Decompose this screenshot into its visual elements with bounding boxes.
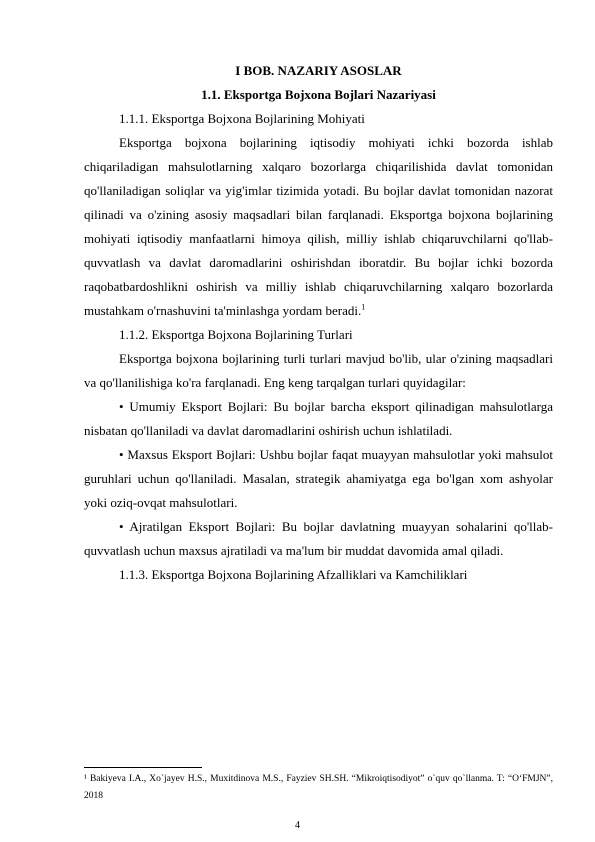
paragraph-1 <box>84 131 553 323</box>
paragraph-2: Eksportga bojxona bojlarining turli turlari mavjud bo'lib, ular o'zining maqsadlari va qo'llanilishiga ko'ra farqlanadi. Eng keng tarqalgan turlari quyidagilar: <box>84 351 553 390</box>
page-body <box>84 56 553 587</box>
footnote-reference: 1 <box>361 302 366 312</box>
footnote: ¹ Bakiyeva I.A., Xo`jayev H.S., Muxitdinova M.S., Fayziev SH.SH. “Mikroiqtisodiyot” o`quv qo`llanma. T: “O‘FMJN”, 2018 <box>84 774 553 801</box>
footnote-divider <box>84 767 202 768</box>
page-number: 4 <box>295 820 300 831</box>
subsection-heading-3: 1.1.3. Eksportga Bojxona Bojlarining Afzalliklari va Kamchiliklari <box>119 567 468 582</box>
paragraph-1-text: Eksportga bojxona bojlarining iqtisodiy mohiyati ichki bozorda ishlab chiqariladigan mahsulotlarning xalqaro bozorlarga chiqarilishida davlat tomonidan qo'llaniladigan soliqlar va yig'imlar tizimida yotadi. Bu bojlar davlat tomonidan nazorat qilinadi va o'zining asosiy maqsadlari bilan farqlanadi. Eksportga bojxona bojlarining mohiyati iqtisodiy manfaatlarni himoya qilish, milliy ishlab chiqaruvchilarni qo'llab-quvvatlash va davlat daromadlarini oshirishdan iboratdir. Bu bojlar ichki bozorda raqobatbardoshlikni oshirish va milliy ishlab chiqaruvchilarning xalqaro bozorlarda mustahkam o'rnashuvini ta'minlashga yordam beradi. <box>84 135 553 318</box>
subsection-heading-1: 1.1.1. Eksportga Bojxona Bojlarining Mohiyati <box>119 111 365 126</box>
bullet-item-2: • Maxsus Eksport Bojlari: Ushbu bojlar faqat muayyan mahsulotlar yoki mahsulot guruhlari uchun qo'llaniladi. Masalan, strategik ahamiyatga ega bo'lgan xom ashyolar yoki oziq-ovqat mahsulotlari. <box>84 447 553 510</box>
bullet-item-1: • Umumiy Eksport Bojlari: Bu bojlar barcha eksport qilinadigan mahsulotlarga nisbatan qo'llaniladi va davlat daromadlarini oshirish uchun ishlatiladi. <box>84 399 553 438</box>
section-title: 1.1. Eksportga Bojxona Bojlari Nazariyasi <box>201 87 436 102</box>
chapter-title: I BOB. NAZARIY ASOSLAR <box>235 63 402 78</box>
subsection-heading-2: 1.1.2. Eksportga Bojxona Bojlarining Turlari <box>119 327 353 342</box>
bullet-item-3: • Ajratilgan Eksport Bojlari: Bu bojlar davlatning muayyan sohalarini qo'llab-quvvatlash uchun maxsus ajratiladi va ma'lum bir muddat davomida amal qiladi. <box>84 519 553 558</box>
